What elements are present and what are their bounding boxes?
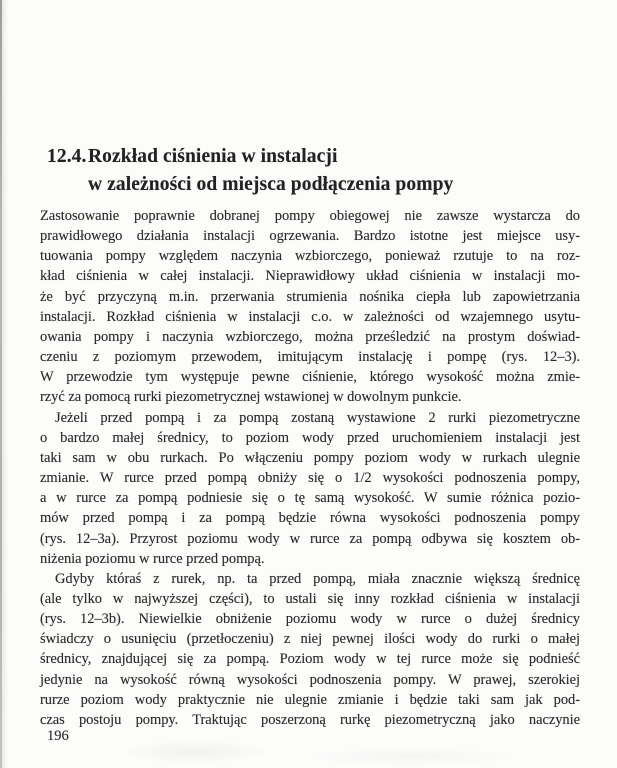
- page-number: 196: [47, 728, 69, 744]
- text-line: Zastosowanie poprawnie dobranej pompy obiegowej nie zawsze wystarcza do: [40, 208, 580, 224]
- scan-edge-shadow: [2, 0, 8, 768]
- text-line: czas postoju pompy. Traktując poszerzoną rurkę piezometryczną jako naczynie: [40, 711, 580, 728]
- text-line: (rys. 12–3a). Przyrost poziomu wody w rurce za pompą odbywa się kosztem ob-: [40, 530, 580, 547]
- scan-smudge: [120, 740, 270, 764]
- text-line: (rys. 12–3b). Niewielkie obniżenie poziomu wody w rurce o dużej średnicy: [40, 611, 580, 628]
- text-line: o bardzo małej średnicy, to poziom wody przed uruchomieniem instalacji jest: [40, 429, 580, 446]
- text-line: że być przyczyną m.in. przerwania strumienia nośnika ciepła lub zapowietrzania: [40, 288, 580, 305]
- text-line: owania pompy i naczynia wzbiorczego, można prześledzić na prostym doświad-: [40, 328, 580, 345]
- section-title-line1: Rozkład ciśnienia w instalacji: [88, 146, 338, 167]
- body-text: [40, 206, 580, 730]
- text-line: a w rurce za pompą podniesie się o tę samą wysokość. W sumie różnica pozio-: [40, 490, 580, 507]
- paragraph: [40, 206, 580, 408]
- text-line: prawidłowego działania instalacji ogrzewania. Bardzo istotne jest miejsce usy-: [40, 228, 580, 245]
- scan-smudge: [300, 748, 520, 766]
- text-line: instalacji. Rozkład ciśnienia w instalacji c.o. w zależności od wzajemnego usytu-: [40, 308, 580, 325]
- text-line: mów przed pompą i za pompą będzie równa wysokości podnoszenia pompy: [40, 510, 580, 527]
- section-title-line2: w zależności od miejsca podłączenia pompy: [88, 174, 454, 195]
- section-title: [88, 143, 587, 199]
- text-line: świadczy o usunięciu (przetłoczeniu) z niej pewnej ilości wody do rurki o małej: [40, 631, 580, 648]
- text-line: (ale tylko w najwyższej części), to ustali się inny rozkład ciśnienia w instalacji: [40, 590, 580, 607]
- text-line: tuowania pompy względem naczynia wzbiorczego, ponieważ rzutuje to na roz-: [40, 248, 580, 265]
- text-line: W przewodzie tym występuje pewne ciśnienie, którego wysokość można zmie-: [40, 369, 580, 386]
- text-line: Gdyby któraś z rurek, np. ta przed pompą, miała znacznie większą średnicę: [55, 570, 580, 587]
- text-line: czeniu z poziomym przewodem, imitującym instalację i pompę (rys. 12–3).: [40, 349, 580, 366]
- text-line: zmianie. W rurce przed pompą obniży się o 1/2 wysokości podnoszenia pompy,: [40, 470, 580, 487]
- text-line: rurze poziom wody praktycznie nie ulegnie zmianie i będzie taki sam jak pod-: [40, 691, 580, 708]
- text-line: rzyć za pomocą rurki piezometrycznej wstawionej w dowolnym punkcie.: [40, 389, 462, 406]
- paragraph: [40, 408, 580, 569]
- section-number: 12.4.: [47, 146, 87, 167]
- text-line: średnicy, znajdującej się za pompą. Poziom wody w tej rurce może się podnieść: [40, 651, 580, 668]
- text-line: Jeżeli przed pompą i za pompą zostaną wystawione 2 rurki piezometryczne: [55, 409, 580, 426]
- text-line: kład ciśnienia w całej instalacji. Nieprawidłowy układ ciśnienia w instalacji mo-: [40, 268, 580, 285]
- text-line: jedynie na wysokość równą wysokości podnoszenia pompy. W prawej, szerokiej: [40, 671, 580, 688]
- text-line: niżenia poziomu w rurce przed pompą.: [40, 550, 265, 567]
- section-heading: [47, 143, 587, 199]
- paragraph: [40, 569, 580, 730]
- text-line: taki sam w obu rurkach. Po włączeniu pompy poziom wody w rurkach ulegnie: [40, 449, 580, 466]
